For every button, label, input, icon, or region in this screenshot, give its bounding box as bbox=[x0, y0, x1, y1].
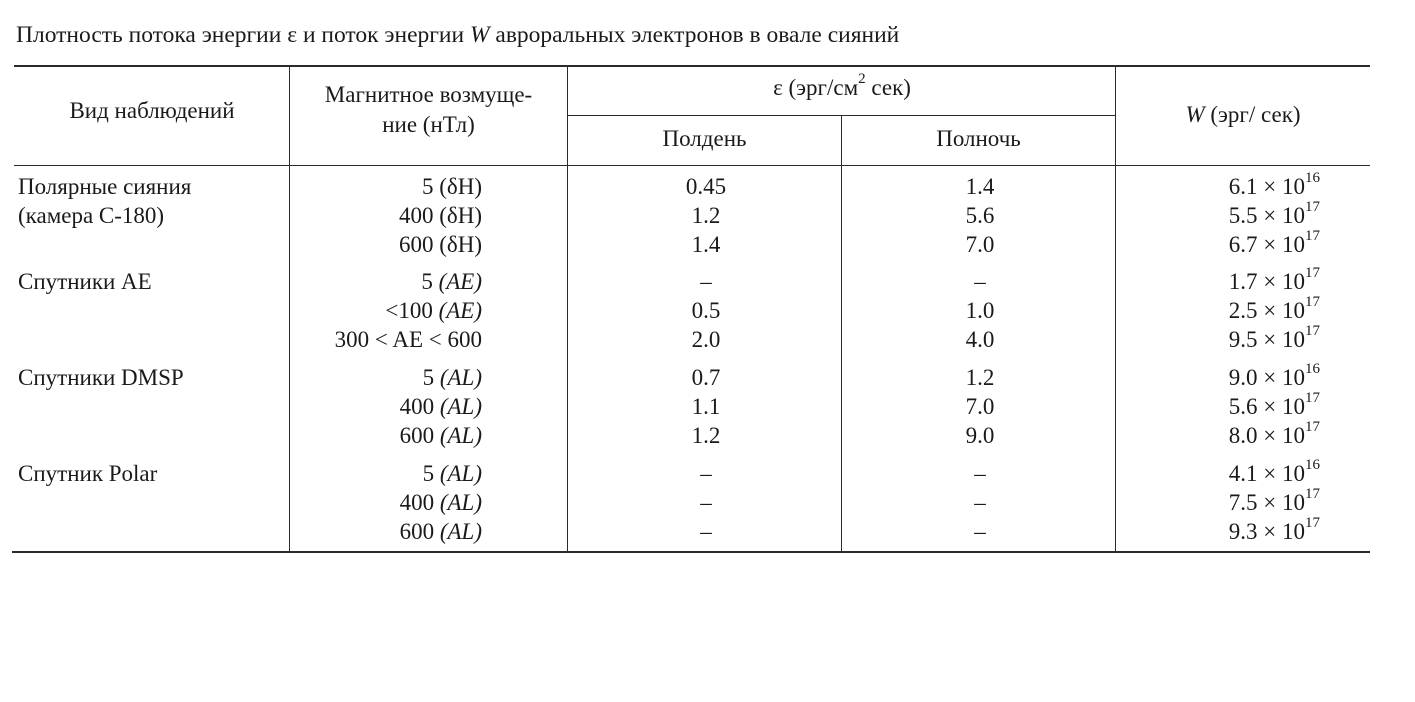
w-value bbox=[1160, 457, 1320, 488]
table-row-mag bbox=[292, 422, 482, 450]
header-mag-line2: ние (нТл) bbox=[382, 112, 475, 137]
w-exponent: 17 bbox=[1305, 199, 1320, 216]
header-noon bbox=[568, 123, 841, 155]
w-mantissa: 9.5 × 10 bbox=[1228, 327, 1305, 352]
w-mantissa: 6.7 × 10 bbox=[1228, 232, 1305, 257]
top-rule bbox=[14, 65, 1370, 67]
w-mantissa: 9.0 × 10 bbox=[1228, 365, 1305, 390]
mag-value: <100 bbox=[385, 298, 433, 323]
w-value bbox=[1160, 228, 1320, 259]
w-value bbox=[1160, 199, 1320, 230]
midnight-value: 9.0 bbox=[965, 423, 995, 448]
w-value bbox=[1160, 361, 1320, 392]
noon-value: 0.7 bbox=[691, 365, 721, 390]
caption-text-1: Плотность потока энергии ε и поток энергии bbox=[16, 22, 470, 48]
header-midnight-label: Полночь bbox=[936, 126, 1021, 151]
header-mag-line1: Магнитное возмуще- bbox=[324, 82, 533, 107]
mag-param: (AL) bbox=[439, 490, 482, 515]
header-eps-sup: 2 bbox=[858, 71, 866, 88]
group-name-line1: Спутники DMSP bbox=[18, 365, 184, 390]
w-value bbox=[1160, 419, 1320, 450]
table-row-mag bbox=[292, 460, 482, 488]
bottom-rule bbox=[12, 551, 1370, 553]
mag-param: (AL) bbox=[439, 423, 482, 448]
header-w-symbol: W bbox=[1185, 102, 1205, 127]
caption-w-symbol: W bbox=[469, 22, 490, 48]
caption-text-2: авроральных электронов в овале сияний bbox=[489, 22, 900, 48]
header-bottom-rule bbox=[14, 165, 1370, 166]
mag-param: (AL) bbox=[439, 365, 482, 390]
group-name-line1: Полярные сияния bbox=[18, 174, 192, 199]
w-exponent: 16 bbox=[1305, 170, 1320, 187]
header-noon-label: Полдень bbox=[662, 126, 747, 151]
midnight-value: 1.4 bbox=[965, 174, 995, 199]
w-exponent: 17 bbox=[1305, 515, 1320, 532]
header-observation-type-label: Вид наблюдений bbox=[69, 98, 235, 123]
midnight-value: – bbox=[974, 490, 986, 515]
mag-value: 600 bbox=[399, 519, 435, 544]
header-w bbox=[1116, 99, 1370, 131]
w-exponent: 16 bbox=[1305, 361, 1320, 378]
noon-value: – bbox=[700, 490, 712, 515]
table-row-mag bbox=[292, 173, 482, 201]
divider-col-4 bbox=[1115, 66, 1116, 552]
mag-param: (δH) bbox=[439, 203, 482, 228]
header-eps-prefix: ε (эрг/см bbox=[773, 75, 859, 100]
mag-value: 5 bbox=[422, 365, 435, 390]
w-value bbox=[1160, 390, 1320, 421]
table-row-mag bbox=[292, 297, 482, 325]
group-name-line2: (камера С-180) bbox=[18, 203, 165, 228]
noon-value: 1.2 bbox=[691, 423, 721, 448]
midnight-value: 1.0 bbox=[965, 298, 995, 323]
header-observation-type bbox=[16, 95, 288, 127]
table-row-mag bbox=[292, 231, 482, 259]
noon-value: 0.5 bbox=[691, 298, 721, 323]
header-midnight bbox=[842, 123, 1115, 155]
w-mantissa: 1.7 × 10 bbox=[1228, 269, 1305, 294]
w-exponent: 17 bbox=[1305, 323, 1320, 340]
midnight-value: 1.2 bbox=[965, 365, 995, 390]
w-exponent: 17 bbox=[1305, 294, 1320, 311]
midnight-value: 4.0 bbox=[965, 327, 995, 352]
noon-value: – bbox=[700, 461, 712, 486]
w-value bbox=[1160, 486, 1320, 517]
w-value bbox=[1160, 323, 1320, 354]
noon-value: 1.1 bbox=[691, 394, 721, 419]
mag-value: 400 bbox=[398, 203, 434, 228]
mag-value: 400 bbox=[399, 394, 435, 419]
w-mantissa: 6.1 × 10 bbox=[1228, 174, 1305, 199]
midnight-value: – bbox=[974, 519, 986, 544]
noon-value: 1.4 bbox=[691, 232, 721, 257]
table-row-mag bbox=[292, 202, 482, 230]
header-w-unit: (эрг/ сек) bbox=[1204, 102, 1301, 127]
mag-param: (AL) bbox=[439, 519, 482, 544]
mag-value: 600 bbox=[399, 423, 435, 448]
mag-value: 600 bbox=[398, 232, 434, 257]
w-mantissa: 2.5 × 10 bbox=[1228, 298, 1305, 323]
group-name-line1: Спутник Polar bbox=[18, 461, 158, 486]
mag-value: 5 bbox=[422, 461, 435, 486]
header-epsilon bbox=[568, 72, 1116, 104]
w-exponent: 17 bbox=[1305, 265, 1320, 282]
mag-param: (AL) bbox=[439, 394, 482, 419]
w-value bbox=[1160, 170, 1320, 201]
mag-param: (δH) bbox=[439, 174, 482, 199]
midnight-value: 7.0 bbox=[965, 394, 995, 419]
table-row-mag bbox=[292, 364, 482, 392]
w-exponent: 16 bbox=[1305, 457, 1320, 474]
group-name-line1: Спутники AE bbox=[18, 269, 152, 294]
w-mantissa: 5.6 × 10 bbox=[1228, 394, 1305, 419]
midnight-value: – bbox=[974, 269, 986, 294]
w-mantissa: 4.1 × 10 bbox=[1228, 461, 1305, 486]
noon-value: 2.0 bbox=[691, 327, 721, 352]
header-magnetic-disturbance bbox=[290, 80, 567, 140]
mag-param: (δH) bbox=[439, 232, 482, 257]
w-exponent: 17 bbox=[1305, 228, 1320, 245]
noon-value: 0.45 bbox=[685, 174, 727, 199]
divider-col-3 bbox=[841, 116, 842, 552]
mag-value: 300 < AE < 600 bbox=[334, 327, 482, 352]
midnight-value: 5.6 bbox=[965, 203, 995, 228]
table-row-mag bbox=[292, 518, 482, 546]
w-value bbox=[1160, 515, 1320, 546]
w-exponent: 17 bbox=[1305, 390, 1320, 407]
w-exponent: 17 bbox=[1305, 486, 1320, 503]
table-caption bbox=[16, 22, 899, 49]
header-eps-suffix: сек) bbox=[865, 75, 911, 100]
table-row-mag bbox=[292, 268, 482, 296]
w-value bbox=[1160, 265, 1320, 296]
noon-value: – bbox=[700, 519, 712, 544]
noon-value: – bbox=[700, 269, 712, 294]
table-row-mag bbox=[292, 393, 482, 421]
w-exponent: 17 bbox=[1305, 419, 1320, 436]
w-value bbox=[1160, 294, 1320, 325]
table-row-mag bbox=[292, 489, 482, 517]
w-mantissa: 5.5 × 10 bbox=[1228, 203, 1305, 228]
table-row-mag bbox=[292, 326, 482, 354]
midnight-value: 7.0 bbox=[965, 232, 995, 257]
mag-value: 5 bbox=[421, 269, 433, 294]
mag-value: 5 bbox=[421, 174, 434, 199]
w-mantissa: 8.0 × 10 bbox=[1228, 423, 1305, 448]
noon-value: 1.2 bbox=[691, 203, 721, 228]
mag-param: (AE) bbox=[438, 298, 482, 323]
w-mantissa: 7.5 × 10 bbox=[1228, 490, 1305, 515]
mag-param: (AL) bbox=[439, 461, 482, 486]
mag-value: 400 bbox=[399, 490, 435, 515]
midnight-value: – bbox=[974, 461, 986, 486]
mag-param: (AE) bbox=[438, 269, 482, 294]
w-mantissa: 9.3 × 10 bbox=[1228, 519, 1305, 544]
